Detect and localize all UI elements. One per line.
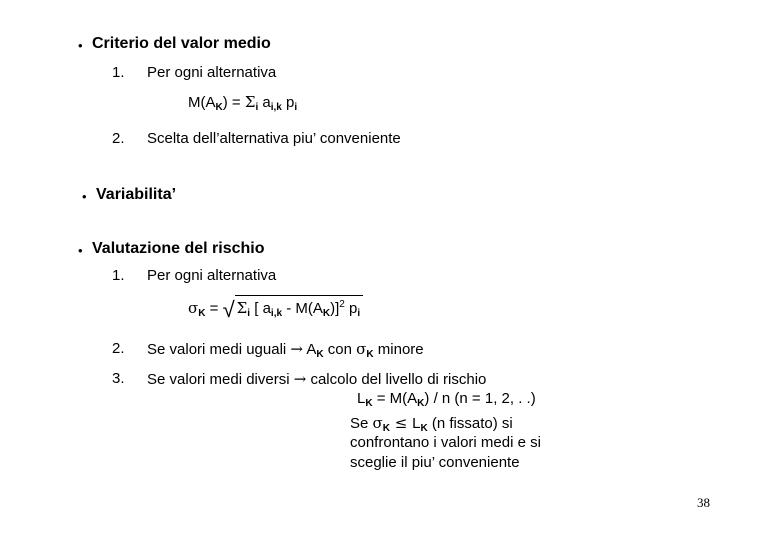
formula-sub-i: i (247, 308, 251, 319)
arrow-right-icon: → (290, 340, 303, 358)
sub-k: K (316, 349, 324, 360)
item-text-valori-diversi (147, 370, 486, 388)
formula-sub-pi: i (357, 308, 361, 319)
page-number: 38 (697, 495, 710, 510)
arrow-right-icon: → (293, 370, 307, 388)
square-root-icon: √ (222, 298, 235, 323)
sigma-symbol: Σ (244, 93, 256, 111)
text-minore: minore (373, 341, 424, 358)
item-text-valori-uguali (147, 340, 424, 360)
formula-close-bracket: )] (330, 300, 340, 317)
line-se-sigma (350, 414, 513, 434)
item-text-scelta: Scelta dell’alternativa piu’ conveniente (147, 130, 401, 147)
formula-sub-ik: i,k (270, 102, 282, 113)
sub-k: K (417, 398, 425, 409)
sub-k: K (382, 423, 390, 434)
sub-k: K (420, 423, 428, 434)
formula-equals: = (205, 300, 223, 317)
text-se-valori-uguali: Se valori medi uguali (147, 341, 291, 358)
line-sceglie: sceglie il piu’ conveniente (350, 454, 520, 471)
text-se-valori-diversi: Se valori medi diversi (147, 371, 294, 388)
formula-deviazione-standard (188, 295, 363, 323)
formula-sub-ik: i,k (270, 308, 283, 319)
sub-k: K (366, 349, 374, 360)
bullet-variabilita: • (82, 189, 87, 204)
heading-valutazione-rischio: Valutazione del rischio (92, 240, 265, 257)
line-confrontano: confrontano i valori medi e si (350, 434, 541, 451)
formula-bracket-a: [ a (250, 300, 271, 317)
sub-k: K (365, 398, 373, 409)
item-number-2: 2. (112, 340, 125, 357)
item-number-2: 2. (112, 130, 125, 147)
item-number-3: 3. (112, 370, 125, 387)
formula-a: a (258, 94, 271, 111)
sigma-small-symbol: σ (372, 414, 383, 432)
formula-equals: ) = (222, 94, 245, 111)
formula-sub-i: i (255, 102, 259, 113)
sigma-symbol: Σ (236, 299, 248, 317)
formula-sub-k: K (322, 308, 331, 319)
bullet-criterio: • (78, 38, 83, 53)
formula-minus-m: - M(A (282, 300, 323, 317)
formula-p: p (281, 94, 295, 111)
text-l: L (412, 415, 421, 432)
text-n-fissato: (n fissato) si (427, 415, 513, 432)
item-number-1: 1. (112, 64, 125, 81)
less-equal-icon: ≤ (390, 414, 413, 432)
formula-valor-medio (188, 93, 297, 113)
text-a: A (303, 341, 317, 358)
square-root-content (235, 295, 363, 323)
text-div-n: ) / n (n = 1, 2, . .) (424, 390, 536, 407)
formula-sub-k: K (215, 102, 223, 113)
heading-criterio-valor-medio: Criterio del valor medio (92, 35, 271, 52)
formula-exponent-2: 2 (339, 299, 345, 310)
item-text-per-ogni-alternativa: Per ogni alternativa (147, 64, 277, 81)
item-number-1: 1. (112, 267, 125, 284)
text-l: L (357, 390, 366, 407)
sigma-small-symbol: σ (356, 340, 367, 358)
text-equals-m: = M(A (372, 390, 418, 407)
bullet-valutazione: • (78, 243, 83, 258)
sigma-small-symbol: σ (188, 299, 199, 317)
text-con: con (323, 341, 357, 358)
heading-variabilita: Variabilita’ (96, 186, 177, 203)
text-se: Se (350, 415, 373, 432)
formula-p: p (344, 300, 358, 317)
formula-sub-k: K (198, 308, 206, 319)
formula-m: M(A (188, 94, 216, 111)
formula-sub-pi: i (294, 102, 298, 113)
text-calcolo-rischio: calcolo del livello di rischio (306, 371, 487, 388)
formula-livello-rischio (357, 390, 536, 409)
item-text-per-ogni-alternativa: Per ogni alternativa (147, 267, 277, 284)
